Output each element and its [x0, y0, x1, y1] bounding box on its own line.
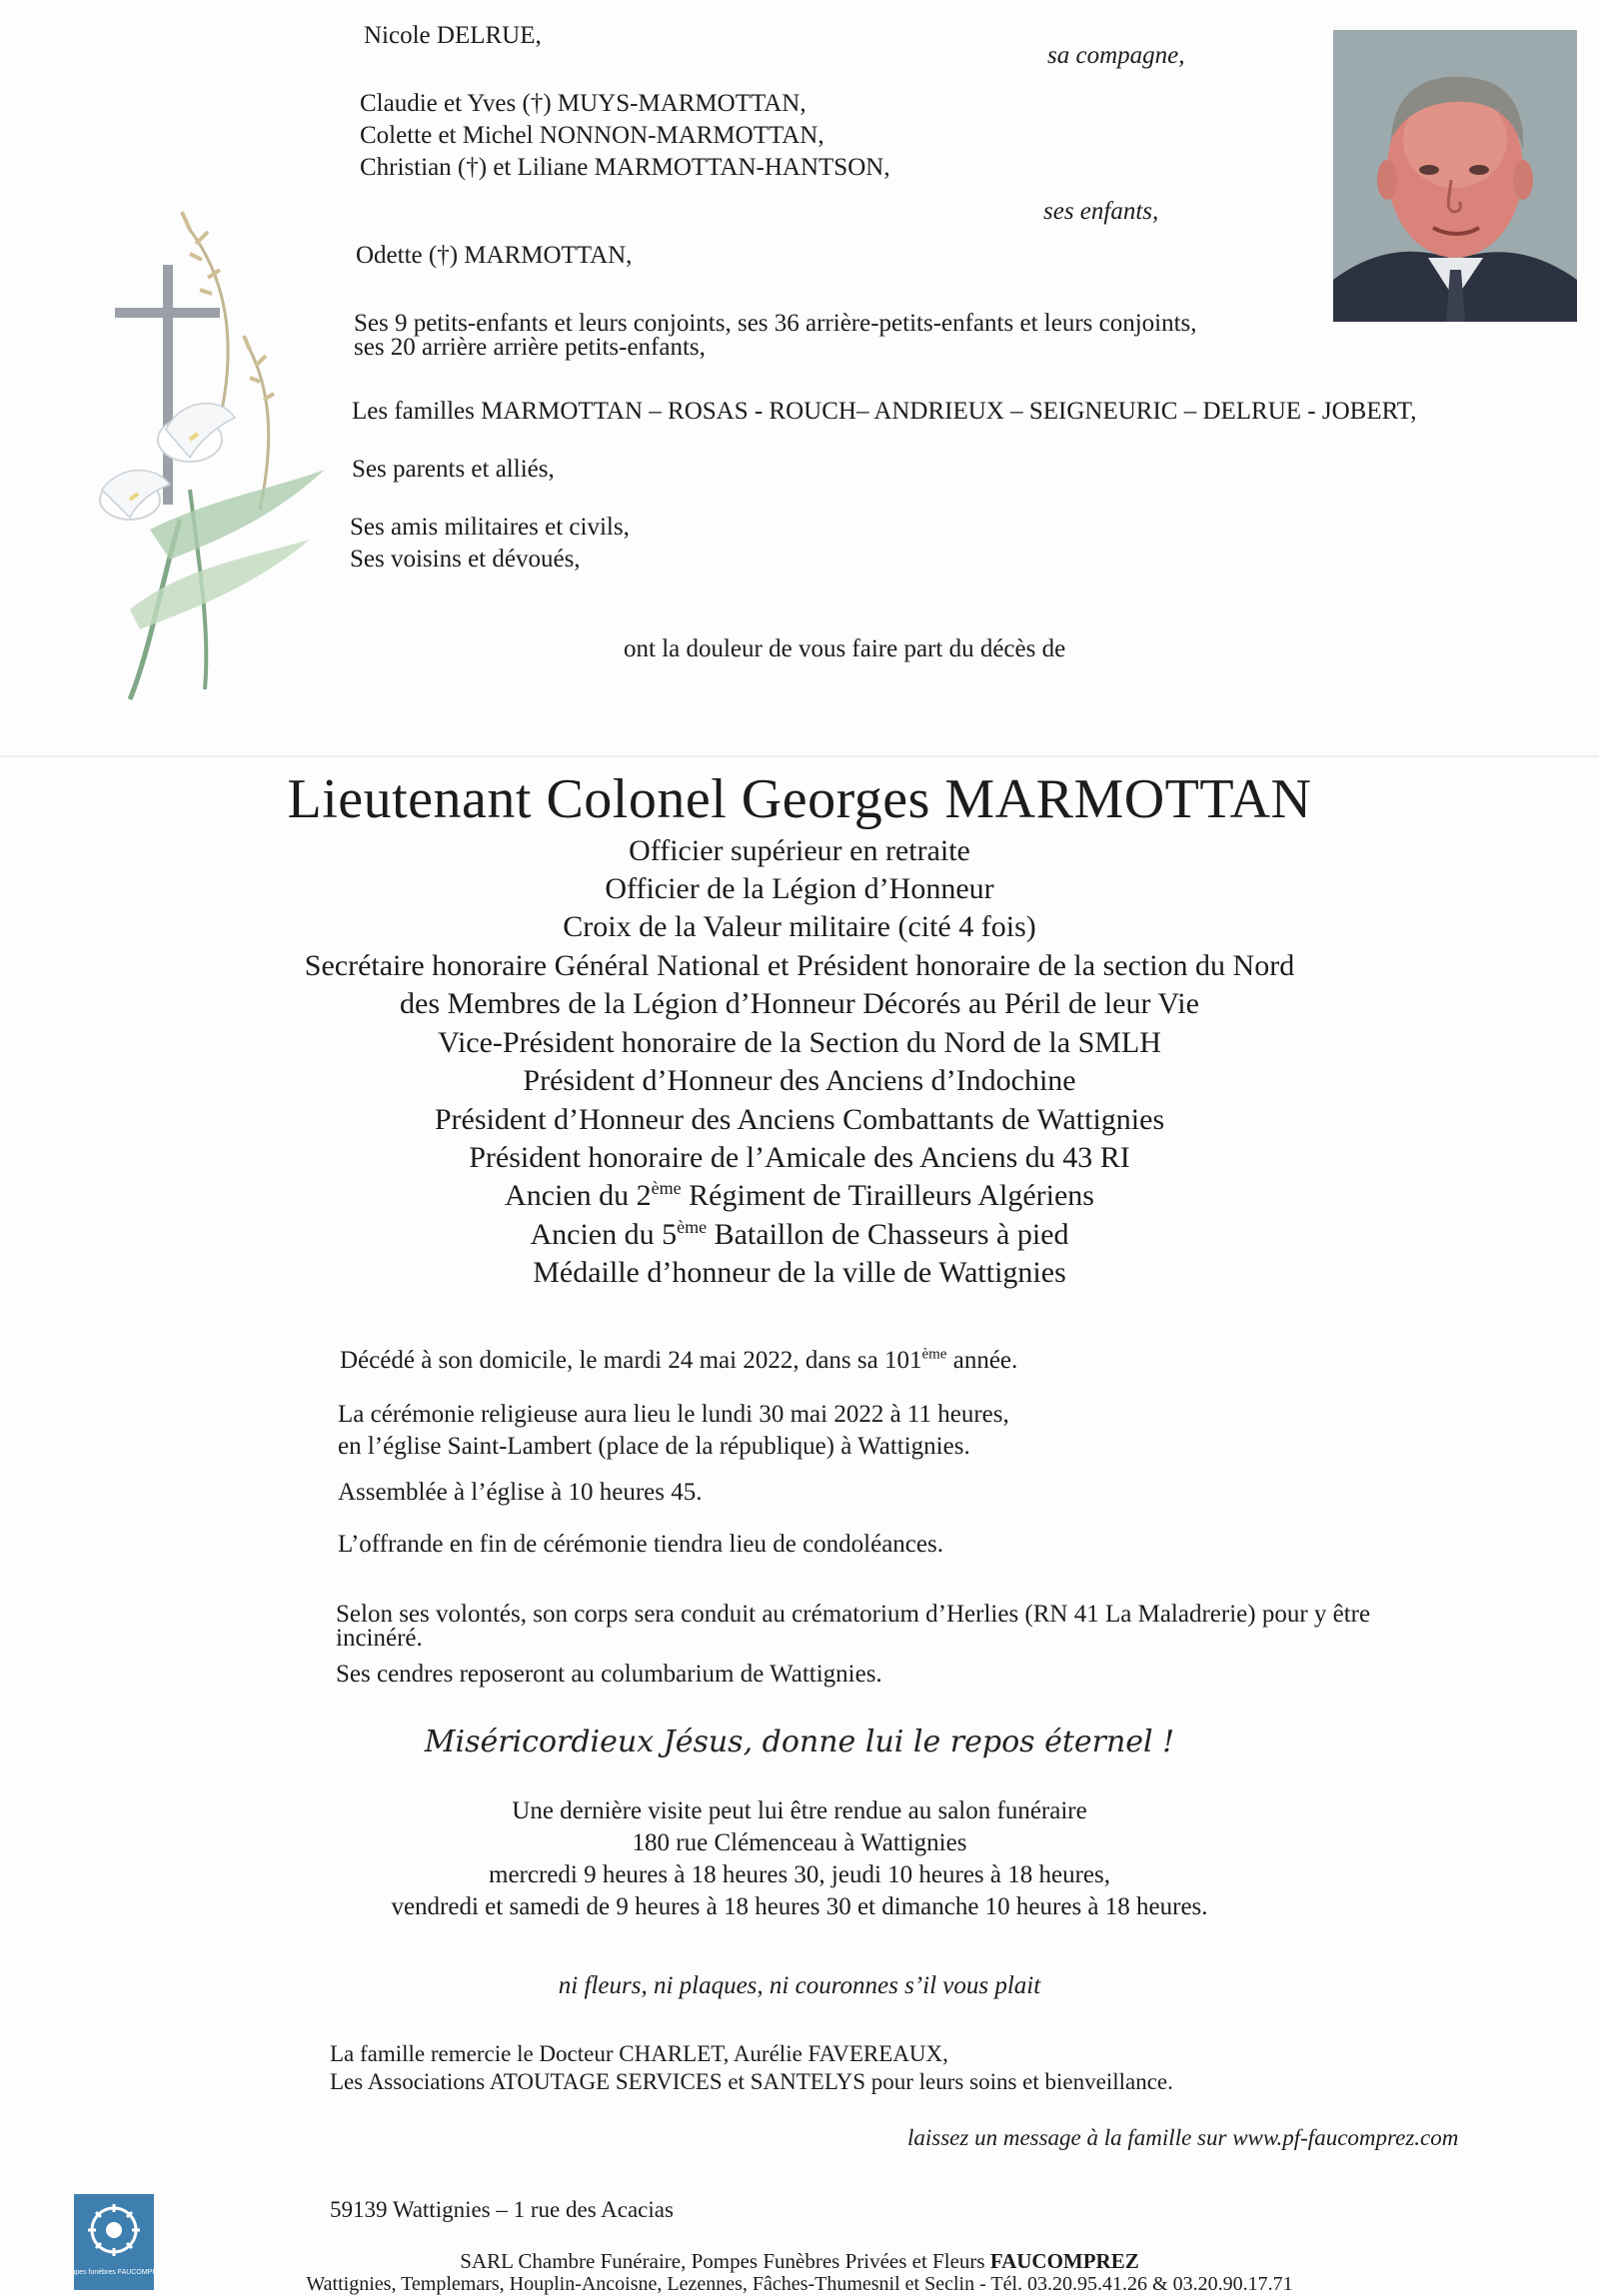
wishes-line-3: Ses cendres reposeront au columbarium de Wattignies. — [336, 1661, 882, 1688]
announcement-line: ont la douleur de vous faire part du décès de — [624, 635, 1066, 662]
children-relation: ses enfants, — [1043, 198, 1159, 225]
title-line-9: Président honoraire de l’Amicale des Anciens du 43 RI — [469, 1141, 1130, 1174]
message-link[interactable]: laissez un message à la famille sur www.pf-faucomprez.com — [907, 2125, 1459, 2150]
wishes-line-1: Selon ses volontés, son corps sera conduit au crématorium d’Herlies (RN 41 La Maladrerie) pour y être — [336, 1601, 1371, 1628]
friends-line-1: Ses amis militaires et civils, — [350, 514, 630, 541]
footer-address: 59139 Wattignies – 1 rue des Acacias — [330, 2197, 674, 2222]
portrait-photo — [1333, 30, 1577, 322]
assembly-line: Assemblée à l’église à 10 heures 45. — [338, 1479, 703, 1506]
footer-towns: Wattignies, Templemars, Houplin-Ancoisne, Lezennes, Fâches-Thumesnil et Seclin - Tél. 03.20.95.41.26 & 03.20.90.17.71 — [306, 2273, 1293, 2295]
death-notice: Décédé à son domicile, le mardi 24 mai 2022, dans sa 101ème année. — [340, 1346, 1018, 1374]
title-line-ancien-5: Ancien du 5ème Bataillon de Chasseurs à pied — [530, 1217, 1069, 1251]
visit-line-1: Une dernière visite peut lui être rendue au salon funéraire — [512, 1797, 1087, 1824]
partner-name: Nicole DELRUE, — [364, 22, 542, 49]
title-line-4: Secrétaire honoraire Général National et Président honoraire de la section du Nord — [304, 949, 1295, 982]
friends-line-2: Ses voisins et dévoués, — [350, 546, 581, 573]
child-line-2: Colette et Michel NONNON-MARMOTTAN, — [360, 122, 824, 149]
relatives-line: Ses parents et alliés, — [352, 456, 555, 483]
wishes-line-2: incinéré. — [336, 1625, 423, 1652]
title-line-7: Président d’Honneur des Anciens d’Indochine — [523, 1064, 1076, 1097]
child-line-1: Claudie et Yves (†) MUYS-MARMOTTAN, — [360, 90, 806, 117]
grandchildren-line-2: ses 20 arrière arrière petits-enfants, — [354, 334, 706, 361]
title-line-3: Croix de la Valeur militaire (cité 4 fois) — [563, 910, 1036, 943]
thanks-line-2: Les Associations ATOUTAGE SERVICES et SANTELYS pour leurs soins et bienveillance. — [330, 2069, 1173, 2094]
no-flowers-line: ni fleurs, ni plaques, ni couronnes s’il vous plait — [558, 1972, 1041, 1999]
partner-relation: sa compagne, — [1047, 42, 1185, 69]
child-line-3: Christian (†) et Liliane MARMOTTAN-HANTSON, — [360, 154, 890, 181]
page-fold-line — [0, 755, 1599, 757]
visit-line-2: 180 rue Clémenceau à Wattignies — [632, 1829, 967, 1856]
grandchildren-line-1: Ses 9 petits-enfants et leurs conjoints, ses 36 arrière-petits-enfants et leurs conjoints, — [354, 310, 1197, 337]
families-line: Les familles MARMOTTAN – ROSAS - ROUCH– ANDRIEUX – SEIGNEURIC – DELRUE - JOBERT, — [352, 398, 1417, 425]
svg-text:pompes funèbres FAUCOMPREZ: pompes funèbres FAUCOMPREZ — [61, 2269, 167, 2276]
deceased-name: Lieutenant Colonel Georges MARMOTTAN — [287, 768, 1312, 830]
title-line-1: Officier supérieur en retraite — [629, 834, 970, 867]
ceremony-line-1: La cérémonie religieuse aura lieu le lundi 30 mai 2022 à 11 heures, — [338, 1401, 1009, 1428]
visit-line-3: mercredi 9 heures à 18 heures 30, jeudi 10 heures à 18 heures, — [489, 1861, 1110, 1888]
thanks-line-1: La famille remercie le Docteur CHARLET, Aurélie FAVEREAUX, — [330, 2041, 948, 2066]
title-line-ancien-2: Ancien du 2ème Régiment de Tirailleurs Algériens — [505, 1178, 1094, 1212]
title-line-6: Vice-Président honoraire de la Section du Nord de la SMLH — [438, 1026, 1161, 1059]
ceremony-line-2: en l’église Saint-Lambert (place de la république) à Wattignies. — [338, 1433, 970, 1460]
offering-line: L’offrande en fin de cérémonie tiendra lieu de condoléances. — [338, 1531, 943, 1558]
sibling-line: Odette (†) MARMOTTAN, — [356, 242, 633, 269]
title-line-5: des Membres de la Légion d’Honneur Décorés au Péril de leur Vie — [400, 987, 1199, 1020]
visit-line-4: vendredi et samedi de 9 heures à 18 heures 30 et dimanche 10 heures à 18 heures. — [391, 1893, 1208, 1920]
prayer-line: Miséricordieux Jésus, donne lui le repos éternel ! — [424, 1724, 1175, 1759]
cross-and-lilies-illustration — [70, 190, 340, 709]
title-line-medal: Médaille d’honneur de la ville de Wattignies — [533, 1256, 1066, 1289]
footer-company: SARL Chambre Funéraire, Pompes Funèbres Privées et Fleurs FAUCOMPREZ — [460, 2249, 1139, 2273]
title-line-2: Officier de la Légion d’Honneur — [605, 872, 994, 905]
title-line-8: Président d’Honneur des Anciens Combattants de Wattignies — [434, 1103, 1165, 1136]
